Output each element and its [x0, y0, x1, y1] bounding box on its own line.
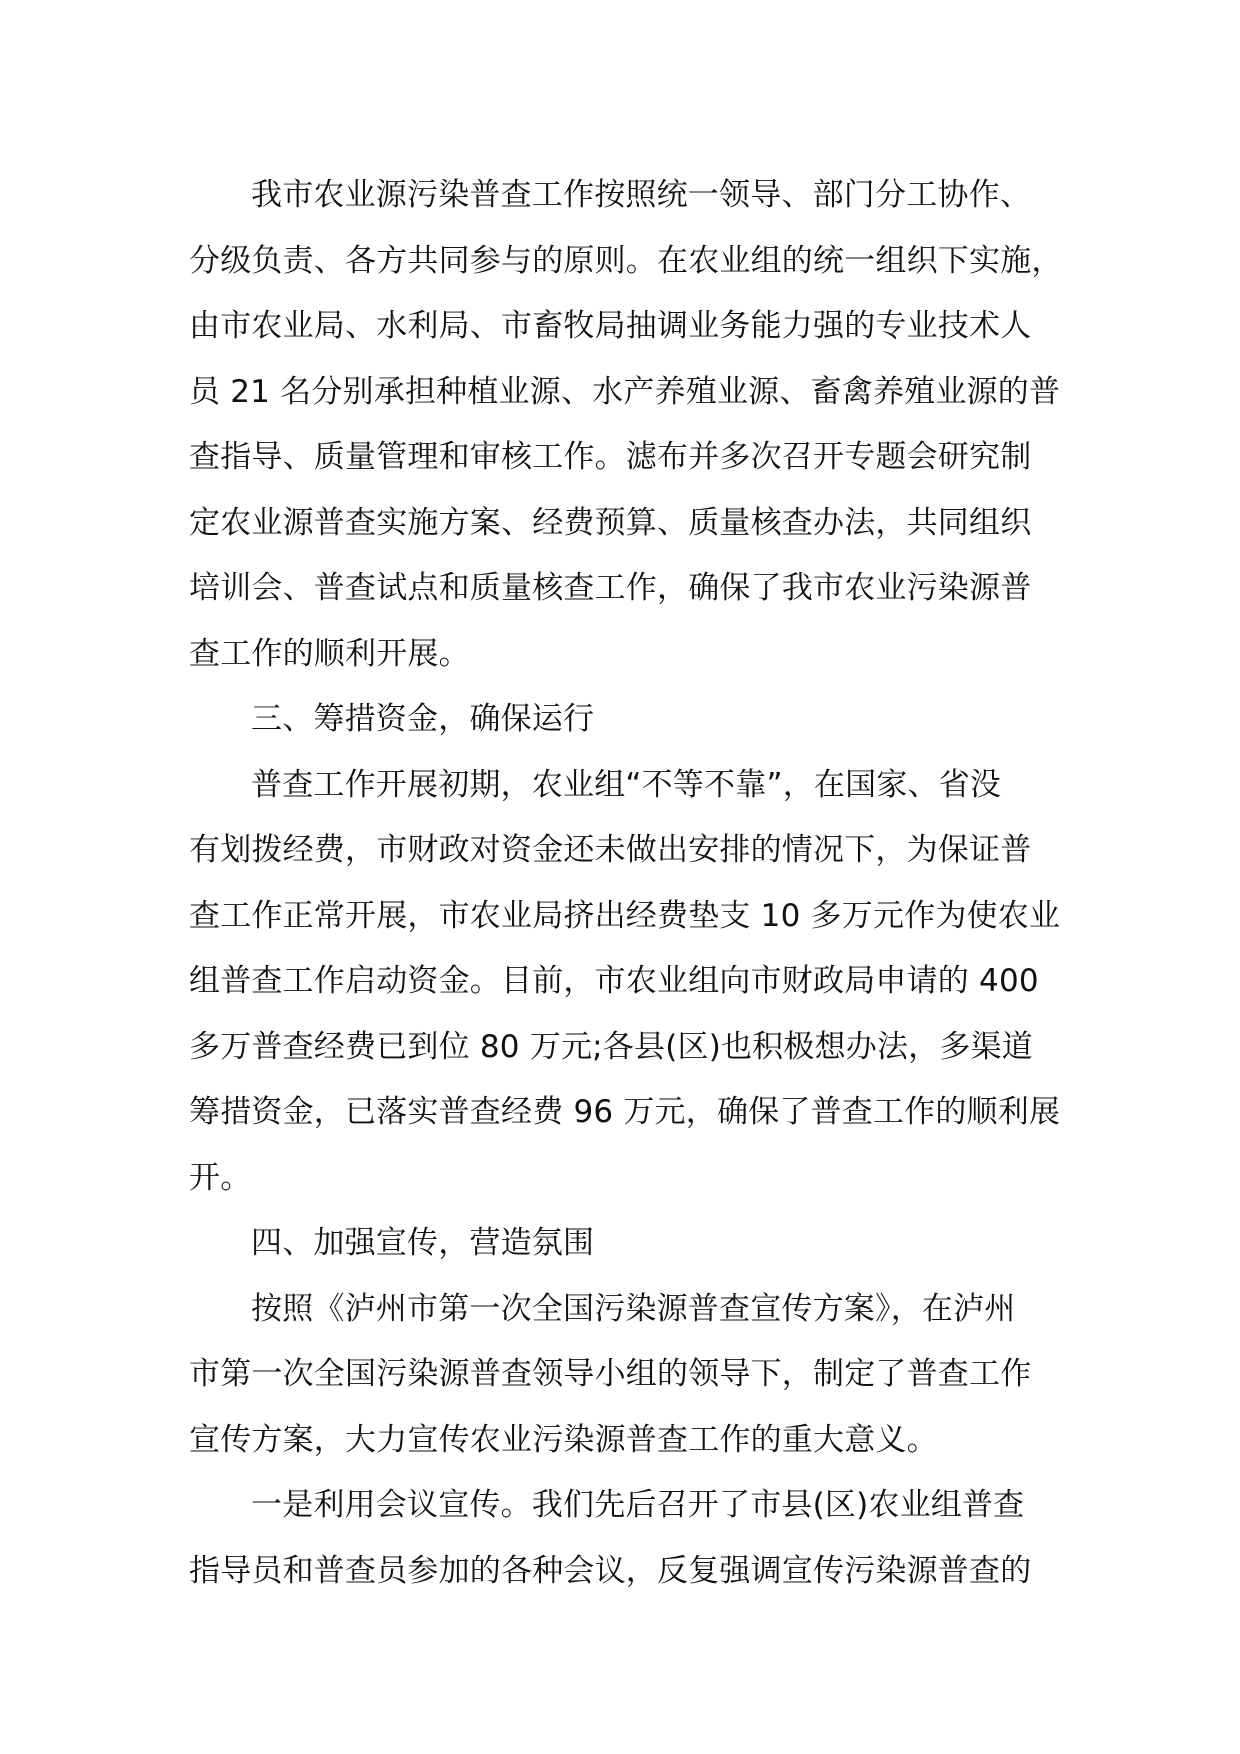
text-line: 分级负责、各方共同参与的原则。在农业组的统一组织下实施， [189, 242, 1063, 279]
text-line: 由市农业局、水利局、市畜牧局抽调业务能力强的专业技术人 [189, 308, 1032, 344]
text-line: 多万普查经费已到位 80 万元;各县(区)也积极想办法，多渠道 [189, 1028, 1033, 1065]
text-line: 按照《泸州市第一次全国污染源普查宣传方案》，在泸州 [251, 1290, 1016, 1327]
section-heading: 三、筹措资金，确保运行 [251, 701, 595, 737]
text-line: 培训会、普查试点和质量核查工作，确保了我市农业污染源普 [189, 570, 1032, 606]
text-line: 宣传方案，大力宣传农业污染源普查工作的重大意义。 [189, 1421, 938, 1458]
text-line: 查工作的顺利开展。 [189, 635, 470, 672]
text-line: 定农业源普查实施方案、经费预算、质量核查办法，共同组织 [189, 504, 1032, 541]
text-line: 查指导、质量管理和审核工作。滤布并多次召开专题会研究制 [189, 439, 1032, 475]
text-line: 员 21 名分别承担种植业源、水产养殖业源、畜禽养殖业源的普 [189, 373, 1061, 410]
text-line: 开。 [189, 1159, 252, 1196]
text-line: 有划拨经费，市财政对资金还未做出安排的情况下，为保证普 [189, 832, 1032, 868]
text-line: 市第一次全国污染源普查领导小组的领导下，制定了普查工作 [189, 1356, 1032, 1392]
text-line: 普查工作开展初期，农业组“不等不靠”，在国家、省没 [251, 766, 1002, 803]
text-line: 指导员和普查员参加的各种会议，反复强调宣传污染源普查的 [189, 1552, 1032, 1589]
document-body [189, 163, 1069, 1604]
section-heading: 四、加强宣传，营造氛围 [251, 1225, 595, 1261]
text-line: 我市农业源污染普查工作按照统一领导、部门分工协作、 [251, 177, 1031, 213]
text-line: 一是利用会议宣传。我们先后召开了市县(区)农业组普查 [251, 1487, 1025, 1523]
text-line: 组普查工作启动资金。目前，市农业组向市财政局申请的 400 [189, 963, 1039, 999]
text-line: 筹措资金，已落实普查经费 96 万元，确保了普查工作的顺利展 [189, 1094, 1061, 1130]
text-line: 查工作正常开展，市农业局挤出经费垫支 10 多万元作为使农业 [189, 897, 1061, 934]
